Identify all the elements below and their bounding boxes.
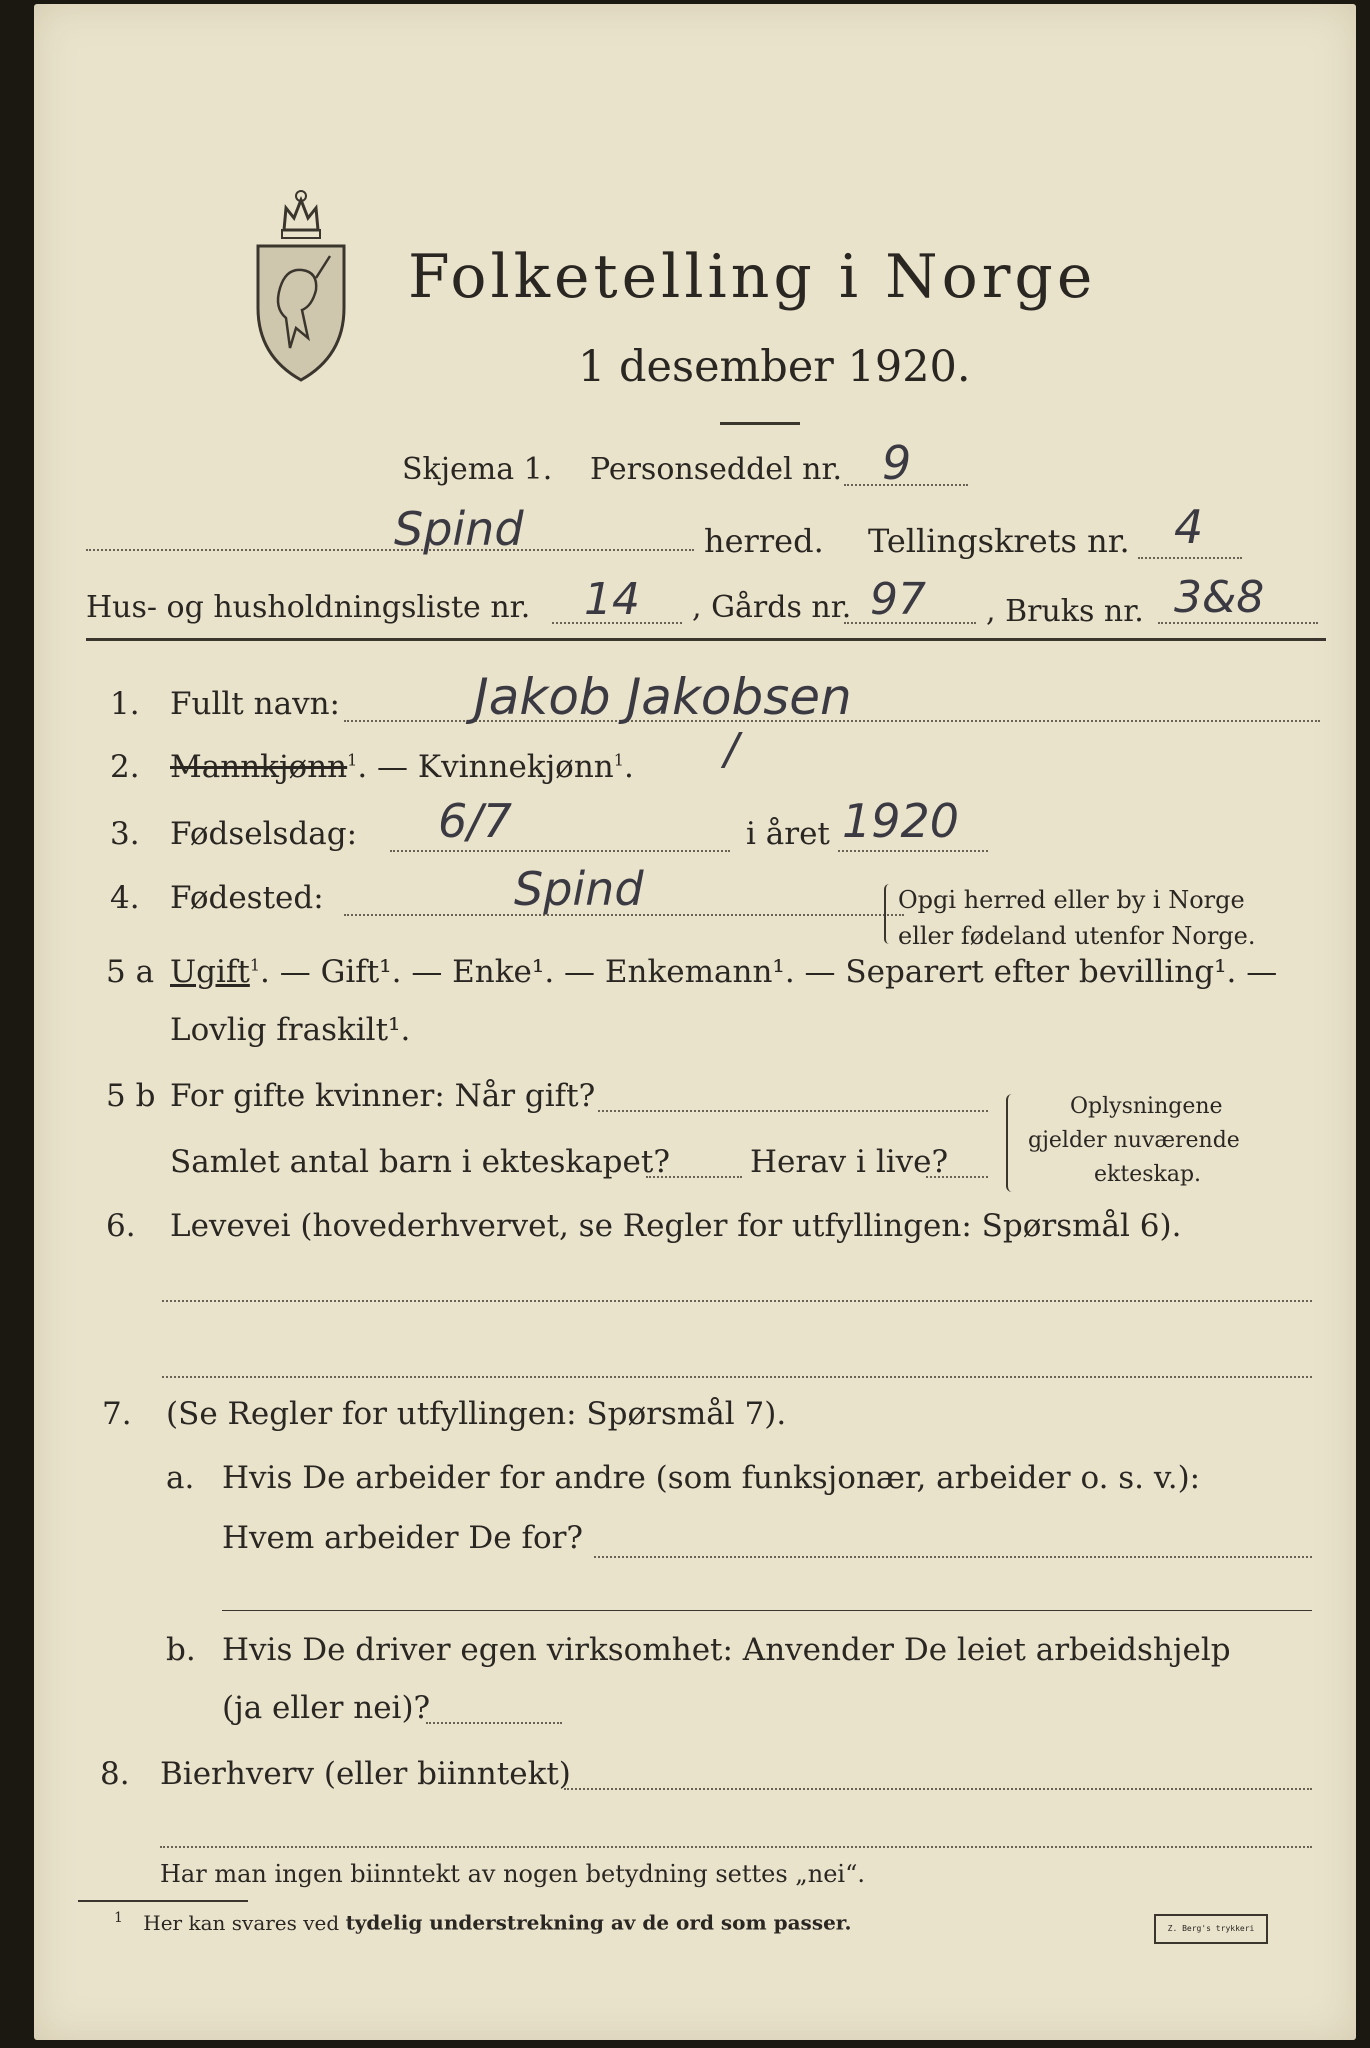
- q2-separator: . —: [357, 749, 409, 785]
- gards-label: , Gårds nr.: [692, 590, 852, 625]
- q7a-question: Hvem arbeider De for?: [222, 1520, 584, 1556]
- q5b-label-alive: Herav i live?: [750, 1144, 949, 1180]
- q2-footnote-mark-2: 1: [613, 750, 624, 770]
- q1-label: Fullt navn:: [170, 686, 340, 722]
- q3-year-line: [838, 850, 988, 852]
- q7b-label: Hvis De driver egen virksomhet: Anvender De leiet arbeidshjelp: [222, 1632, 1231, 1668]
- q4-note-line1: Opgi herred eller by i Norge: [898, 886, 1245, 914]
- footer-note: Har man ingen biinntekt av nogen betydning settes „nei“.: [160, 1860, 865, 1888]
- q5b-married-line: [598, 1110, 988, 1112]
- q7b-answer-line: [426, 1722, 562, 1724]
- herred-line: [86, 549, 694, 551]
- q3-line: [390, 850, 730, 852]
- q5a-lovlig-fraskilt[interactable]: Lovlig fraskilt¹.: [170, 1012, 411, 1048]
- q2-options: [170, 749, 634, 785]
- q3-year-label: i året: [746, 816, 830, 852]
- q5b-number: 5 b: [106, 1078, 156, 1114]
- footnote: [114, 1910, 851, 1935]
- q5b-note-brace: [1006, 1094, 1018, 1192]
- q6-answer-line-1: [162, 1300, 1312, 1302]
- q4-note-line2: eller fødeland utenfor Norge.: [898, 922, 1256, 950]
- option-mannkjonn[interactable]: Mannkjønn: [170, 749, 348, 785]
- footnote-number: 1: [114, 1910, 123, 1926]
- q5a-other-options[interactable]: . — Gift¹. — Enke¹. — Enkemann¹. — Separert efter bevilling¹. —: [260, 954, 1278, 990]
- q4-label: Fødested:: [170, 880, 324, 916]
- q6-number: 6.: [106, 1208, 136, 1244]
- q5b-label-married: For gifte kvinner: Når gift?: [170, 1078, 596, 1114]
- q5a-footnote-mark: 1: [249, 955, 261, 975]
- q7a-answer-line-2: [222, 1610, 1312, 1611]
- gards-value[interactable]: 97: [870, 574, 926, 625]
- footnote-bold-text: tydelig understrekning av de ord som passer.: [345, 1910, 852, 1935]
- q7-number: 7.: [102, 1396, 132, 1432]
- q4-number: 4.: [110, 880, 140, 916]
- q5b-label-children: Samlet antal barn i ekteskapet?: [170, 1144, 670, 1180]
- q1-value[interactable]: Jakob Jakobsen: [474, 668, 852, 726]
- bruks-value[interactable]: 3&8: [1174, 572, 1265, 623]
- herred-label: herred.: [704, 522, 824, 560]
- hus-label: Hus- og husholdningsliste nr.: [86, 590, 531, 625]
- q5a-options: [170, 954, 1277, 990]
- tellingskrets-line: [1138, 557, 1242, 559]
- q7-label: (Se Regler for utfyllingen: Spørsmål 7).: [166, 1396, 787, 1432]
- option-kvinnekjonn[interactable]: Kvinnekjønn: [417, 749, 614, 785]
- q5b-note-line3: ekteskap.: [1094, 1162, 1202, 1187]
- census-form: [34, 4, 1356, 2040]
- q5b-alive-line: [926, 1176, 988, 1178]
- q3-value[interactable]: 6/7: [438, 794, 513, 848]
- q7b-question: (ja eller nei)?: [222, 1690, 431, 1726]
- q7a-label: Hvis De arbeider for andre (som funksjonær, arbeider o. s. v.):: [222, 1460, 1201, 1496]
- bruks-label: , Bruks nr.: [986, 594, 1144, 629]
- q6-answer-line-2: [162, 1376, 1312, 1378]
- personseddel-value[interactable]: 9: [882, 436, 912, 490]
- q8-answer-line-2: [160, 1846, 1312, 1848]
- title-divider: [720, 422, 800, 425]
- footnote-text: Her kan svares ved: [143, 1910, 346, 1935]
- q7a-letter: a.: [166, 1460, 195, 1496]
- q4-note-brace: [884, 884, 894, 944]
- q2-footnote-mark-1: 1: [347, 750, 358, 770]
- header-divider: [86, 638, 1326, 641]
- census-date: 1 desember 1920.: [578, 342, 971, 392]
- printer-stamp: [1154, 1914, 1268, 1944]
- q8-answer-line: [564, 1788, 1312, 1790]
- q5b-note-line1: Oplysningene: [1070, 1094, 1223, 1119]
- q3-label: Fødselsdag:: [170, 816, 358, 852]
- personseddel-label: Personseddel nr.: [590, 452, 843, 487]
- footnote-divider: [78, 1900, 248, 1902]
- q2-end: .: [623, 749, 634, 785]
- q5a-number: 5 a: [106, 954, 155, 990]
- q7b-letter: b.: [166, 1632, 196, 1668]
- tellingskrets-label: Tellingskrets nr.: [868, 522, 1130, 560]
- q4-value[interactable]: Spind: [514, 862, 644, 916]
- tellingskrets-value[interactable]: 4: [1174, 500, 1204, 554]
- herred-value[interactable]: Spind: [394, 502, 524, 556]
- q3-number: 3.: [110, 816, 140, 852]
- option-ugift[interactable]: Ugift: [170, 954, 250, 990]
- q8-number: 8.: [100, 1756, 130, 1792]
- q8-label: Bierhverv (eller biinntekt): [160, 1756, 571, 1792]
- q7a-answer-line: [594, 1556, 1312, 1558]
- printer-stamp-text: Z. Berg's trykkeri: [1167, 1924, 1255, 1933]
- q5b-children-line: [646, 1176, 742, 1178]
- q5b-note-line2: gjelder nuværende: [1028, 1128, 1240, 1153]
- norwegian-coat-of-arms-icon: [246, 178, 356, 388]
- q6-label: Levevei (hovederhvervet, se Regler for utfyllingen: Spørsmål 6).: [170, 1208, 1182, 1244]
- form-title: Folketelling i Norge: [408, 242, 1097, 312]
- q1-number: 1.: [110, 686, 140, 722]
- hus-value[interactable]: 14: [584, 574, 640, 625]
- q2-number: 2.: [110, 749, 140, 785]
- q2-tick-mark: /: [724, 724, 739, 775]
- skjema-label: Skjema 1.: [402, 452, 553, 487]
- q3-year-value[interactable]: 1920: [842, 794, 960, 848]
